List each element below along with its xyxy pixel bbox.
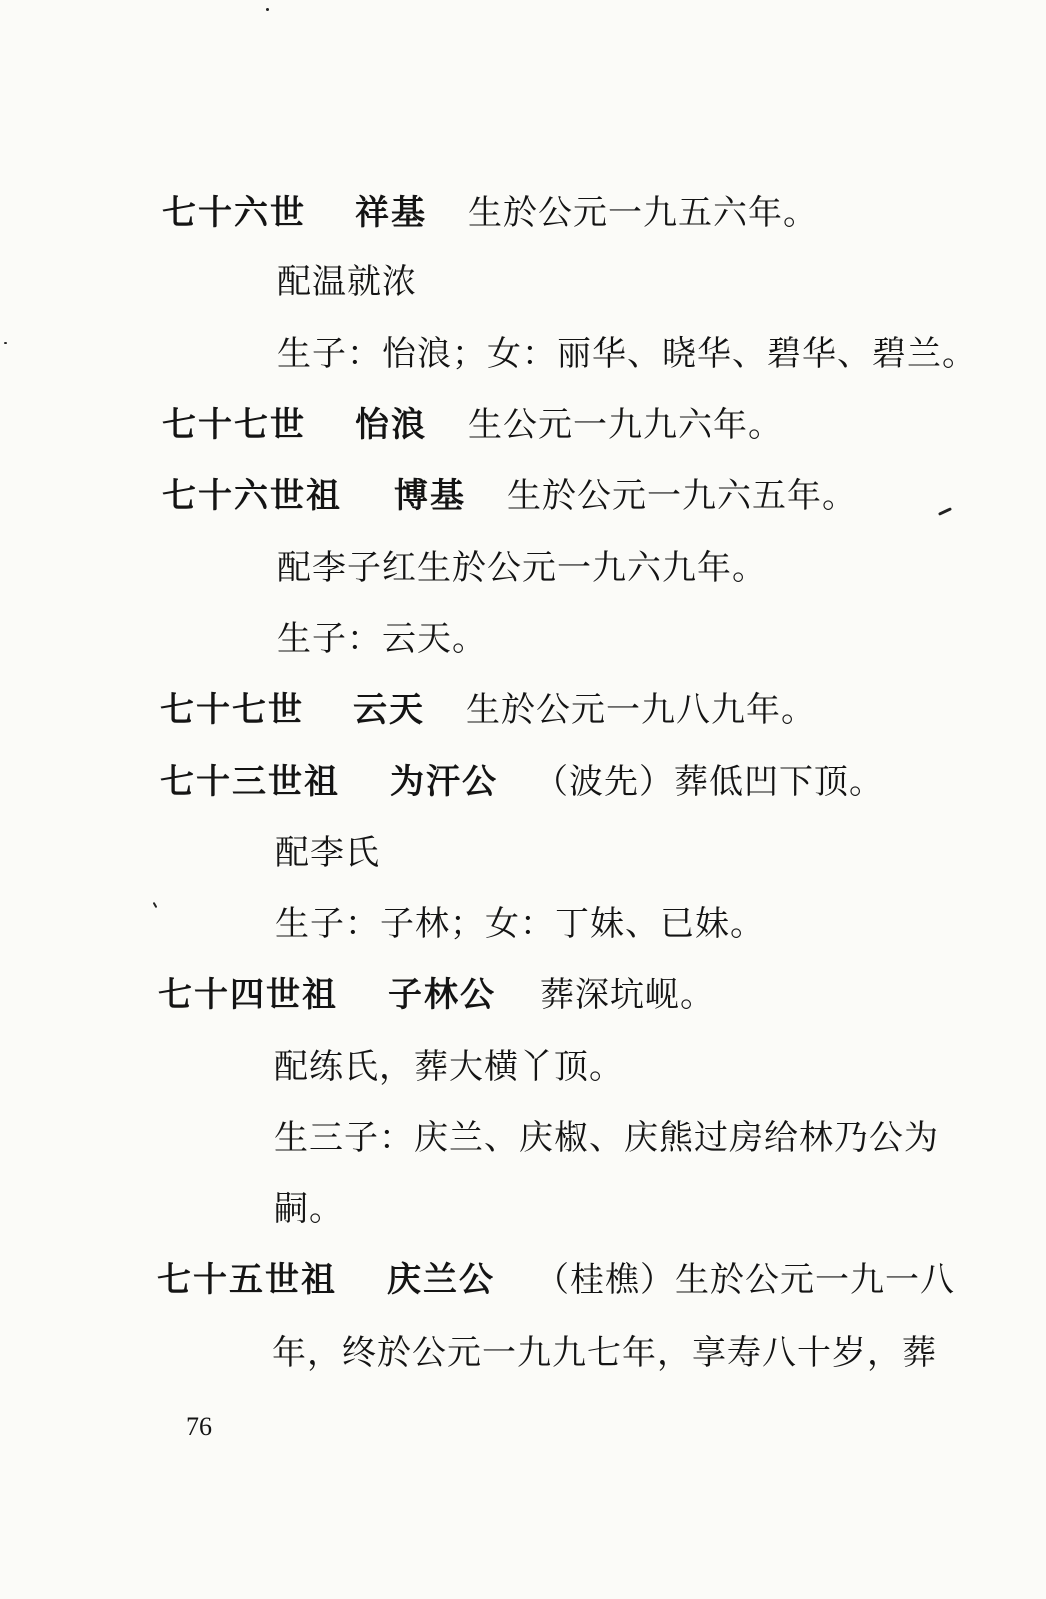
genealogy-entry (162, 405, 783, 445)
scan-mark (938, 507, 952, 516)
page-number: 76 (186, 1412, 212, 1441)
person-name: 博基 (394, 476, 466, 516)
spouse-line: 配李氏 (275, 833, 380, 873)
person-name: 庆兰公 (387, 1260, 495, 1300)
children-line: 生三子：庆兰、庆椒、庆熊过房给林乃公为 (274, 1118, 939, 1158)
scan-speck (4, 342, 7, 344)
spouse-line: 配李子红生於公元一九六九年。 (277, 548, 767, 588)
person-name: 为汗公 (390, 762, 498, 802)
children-line: 生子：怡浪；女：丽华、晓华、碧华、碧兰。 (277, 334, 977, 374)
scan-speck (153, 902, 158, 908)
children-line-continued: 嗣。 (274, 1189, 344, 1229)
entry-description: （桂樵）生於公元一九一八 (535, 1260, 955, 1300)
genealogy-entry (162, 193, 818, 233)
person-name: 子林公 (388, 975, 496, 1015)
entry-description: 生於公元一九五六年。 (468, 193, 818, 233)
genealogy-entry (162, 476, 857, 516)
genealogy-entry (158, 975, 715, 1015)
generation-label: 七十七世 (160, 690, 304, 730)
entry-description: 生公元一九九六年。 (468, 405, 783, 445)
entry-description: 葬深坑岘。 (540, 975, 715, 1015)
spouse-line: 配温就浓 (277, 262, 417, 302)
genealogy-entry (157, 1260, 955, 1300)
genealogy-entry (160, 690, 816, 730)
generation-label: 七十五世祖 (157, 1260, 337, 1300)
genealogy-entry (160, 762, 884, 802)
person-name: 祥基 (355, 193, 427, 233)
generation-label: 七十六世 (162, 193, 306, 233)
generation-label: 七十六世祖 (162, 476, 342, 516)
children-line: 生子：子林；女：丁妹、已妹。 (275, 904, 765, 944)
generation-label: 七十三世祖 (160, 762, 340, 802)
spouse-line: 配练氏，葬大横丫顶。 (274, 1047, 624, 1087)
person-name: 怡浪 (355, 405, 427, 445)
person-name: 云天 (353, 690, 425, 730)
scan-speck (266, 8, 269, 11)
children-line: 生子：云天。 (277, 619, 487, 659)
generation-label: 七十七世 (162, 405, 306, 445)
entry-description: （波先）葬低凹下顶。 (534, 762, 884, 802)
entry-continuation: 年，终於公元一九九七年，享寿八十岁，葬 (272, 1333, 937, 1373)
generation-label: 七十四世祖 (158, 975, 338, 1015)
entry-description: 生於公元一九六五年。 (507, 476, 857, 516)
entry-description: 生於公元一九八九年。 (466, 690, 816, 730)
